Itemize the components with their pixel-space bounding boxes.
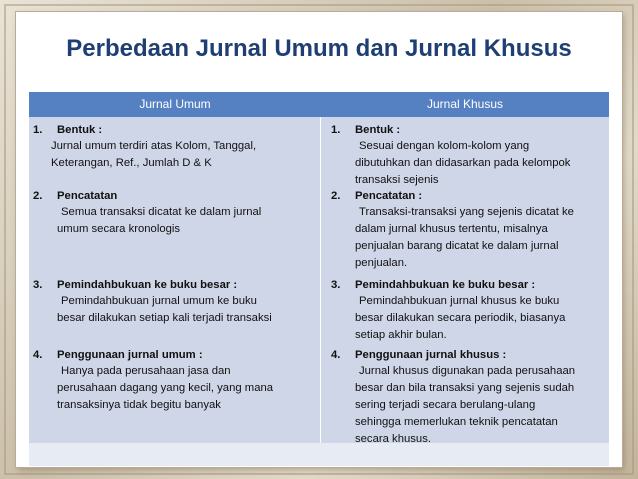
description-line: secara khusus.	[355, 433, 431, 445]
item-number: 2.	[33, 190, 43, 202]
list-item	[331, 123, 605, 189]
item-description	[331, 138, 605, 189]
list-item	[33, 189, 315, 238]
item-number: 1.	[331, 124, 341, 136]
item-heading: Bentuk :	[57, 124, 103, 136]
description-line: Hanya pada perusahaan jasa dan	[61, 365, 231, 377]
item-heading: Bentuk :	[355, 124, 401, 136]
list-item	[33, 278, 315, 327]
column-divider	[320, 117, 321, 443]
header-jurnal-khusus: Jurnal Khusus	[426, 97, 504, 111]
comparison-table	[29, 92, 609, 466]
item-description	[33, 204, 315, 238]
list-item	[33, 123, 315, 172]
description-line: penjualan barang dicatat ke dalam jurnal	[355, 240, 559, 252]
description-line: besar dan bila transaksi yang sejenis sudah	[355, 382, 575, 394]
description-line: Jurnal umum terdiri atas Kolom, Tanggal,	[51, 140, 257, 152]
description-line: besar dilakukan secara periodik, biasanya	[355, 312, 566, 324]
item-description	[33, 363, 315, 414]
description-line: setiap akhir bulan.	[355, 329, 447, 341]
description-line: Transaksi-transaksi yang sejenis dicatat ke	[359, 206, 574, 218]
description-line: transaksinya tidak begitu banyak	[57, 399, 221, 411]
description-line: Jurnal khusus digunakan pada perusahaan	[359, 365, 576, 377]
list-item	[33, 348, 315, 414]
description-line: penjualan.	[355, 257, 408, 269]
description-line: perusahaan dagang yang kecil, yang mana	[57, 382, 274, 394]
item-heading: Pencatatan :	[355, 190, 423, 202]
description-line: Pemindahbukuan jurnal khusus ke buku	[359, 295, 560, 307]
list-item	[331, 189, 605, 272]
item-description	[33, 138, 315, 172]
list-item	[331, 348, 605, 448]
description-line: Pemindahbukuan jurnal umum ke buku	[61, 295, 257, 307]
item-description	[33, 293, 315, 327]
description-line: Semua transaksi dicatat ke dalam jurnal	[61, 206, 262, 218]
item-heading: Pemindahbukuan ke buku besar :	[57, 279, 238, 291]
description-line: sehingga memerlukan teknik pencatatan	[355, 416, 558, 428]
description-line: Keterangan, Ref., Jumlah D & K	[51, 157, 212, 169]
description-line: Sesuai dengan kolom-kolom yang	[359, 140, 530, 152]
item-description	[331, 204, 605, 272]
header-jurnal-umum: Jurnal Umum	[139, 97, 211, 111]
item-heading: Penggunaan jurnal umum :	[57, 349, 203, 361]
item-number: 3.	[331, 279, 341, 291]
description-line: umum secara kronologis	[57, 223, 181, 235]
description-line: dalam jurnal khusus tertentu, misalnya	[355, 223, 548, 235]
item-heading: Penggunaan jurnal khusus :	[355, 349, 507, 361]
description-line: besar dilakukan setiap kali terjadi transaksi	[57, 312, 272, 324]
description-line: transaksi sejenis	[355, 174, 439, 186]
description-line: sering terjadi secara berulang-ulang	[355, 399, 536, 411]
item-description	[331, 293, 605, 344]
list-item	[331, 278, 605, 344]
table-header-row	[29, 92, 609, 117]
item-description	[331, 363, 605, 448]
item-heading: Pemindahbukuan ke buku besar :	[355, 279, 536, 291]
item-number: 4.	[331, 349, 341, 361]
slide	[16, 12, 622, 467]
item-number: 4.	[33, 349, 43, 361]
description-line: dibutuhkan dan didasarkan pada kelompok	[355, 157, 571, 169]
slide-title: Perbedaan Jurnal Umum dan Jurnal Khusus	[66, 35, 572, 62]
item-number: 2.	[331, 190, 341, 202]
item-heading: Pencatatan	[57, 190, 118, 202]
item-number: 3.	[33, 279, 43, 291]
item-number: 1.	[33, 124, 43, 136]
